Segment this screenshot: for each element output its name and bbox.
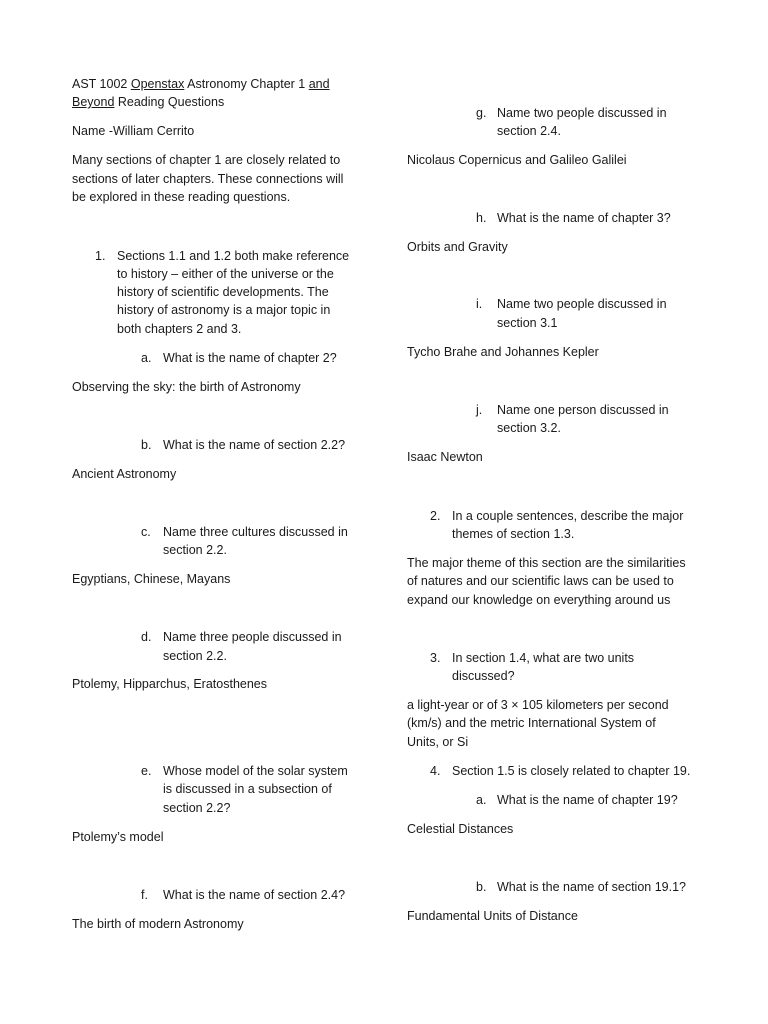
subquestion-1e-text: is discussed in a subsection of: [163, 782, 332, 796]
subquestion-1e-text: Whose model of the solar system: [163, 764, 348, 778]
question-1-line: history of scientific developments. The: [117, 285, 329, 299]
subquestion-1j-text: Name one person discussed in: [497, 403, 669, 417]
answer-4a: Celestial Distances: [407, 822, 514, 836]
answer-1f: The birth of modern Astronomy: [72, 917, 244, 931]
question-2-line: themes of section 1.3.: [452, 527, 575, 541]
subquestion-4a-label: a.: [476, 793, 487, 807]
subquestion-1c-label: c.: [141, 525, 151, 539]
answer-1d: Ptolemy, Hipparchus, Eratosthenes: [72, 677, 268, 691]
question-2-number: 2.: [430, 509, 441, 523]
title-openstax: Openstax: [130, 77, 185, 91]
question-1-line: history of astronomy is a major topic in: [117, 303, 331, 317]
title-and: and: [308, 77, 330, 91]
question-1-line: to history – either of the universe or the: [117, 267, 334, 281]
answer-1b: Ancient Astronomy: [72, 467, 177, 481]
subquestion-1d-label: d.: [141, 630, 152, 644]
subquestion-4b-label: b.: [476, 880, 487, 894]
subquestion-1h-text: What is the name of chapter 3?: [497, 211, 671, 225]
title-part: AST 1002: [72, 77, 131, 91]
question-1-line: Sections 1.1 and 1.2 both make reference: [117, 249, 350, 263]
student-name: Name -William Cerrito: [72, 124, 195, 138]
question-1-number: 1.: [95, 249, 106, 263]
subquestion-1c-text: section 2.2.: [163, 543, 227, 557]
subquestion-1g-text: Name two people discussed in: [497, 106, 667, 120]
title-part: Reading Questions: [114, 95, 225, 109]
subquestion-1i-text: Name two people discussed in: [497, 297, 667, 311]
subquestion-1j-label: j.: [476, 403, 483, 417]
answer-1j: Isaac Newton: [407, 450, 483, 464]
answer-1g: Nicolaus Copernicus and Galileo Galilei: [407, 153, 627, 167]
subquestion-1d-text: section 2.2.: [163, 649, 227, 663]
subquestion-1c-text: Name three cultures discussed in: [163, 525, 348, 539]
subquestion-4b-text: What is the name of section 19.1?: [497, 880, 686, 894]
answer-3-line: Units, or Si: [407, 735, 469, 749]
answer-1i: Tycho Brahe and Johannes Kepler: [407, 345, 599, 359]
subquestion-1f-label: f.: [141, 888, 148, 902]
question-3-number: 3.: [430, 651, 441, 665]
subquestion-1i-label: i.: [476, 297, 483, 311]
document-title: [72, 75, 330, 94]
answer-3-line: a light-year or of 3 × 105 kilometers per second: [407, 698, 669, 712]
question-2-line: In a couple sentences, describe the major: [452, 509, 684, 523]
intro-line: Many sections of chapter 1 are closely related to: [72, 153, 341, 167]
question-3-line: In section 1.4, what are two units: [452, 651, 635, 665]
document-title-line2: [72, 93, 224, 112]
subquestion-1g-label: g.: [476, 106, 487, 120]
subquestion-1b-text: What is the name of section 2.2?: [163, 438, 346, 452]
answer-1a: Observing the sky: the birth of Astronomy: [72, 380, 301, 394]
subquestion-1i-text: section 3.1: [497, 316, 558, 330]
question-1-line: both chapters 2 and 3.: [117, 322, 242, 336]
answer-1h: Orbits and Gravity: [407, 240, 508, 254]
subquestion-1a-label: a.: [141, 351, 152, 365]
question-4-number: 4.: [430, 764, 441, 778]
answer-2-line: of natures and our scientific laws can be used to: [407, 574, 674, 588]
subquestion-1e-label: e.: [141, 764, 152, 778]
subquestion-1a-text: What is the name of chapter 2?: [163, 351, 337, 365]
answer-1c: Egyptians, Chinese, Mayans: [72, 572, 231, 586]
subquestion-1f-text: What is the name of section 2.4?: [163, 888, 346, 902]
answer-4b: Fundamental Units of Distance: [407, 909, 578, 923]
subquestion-1d-text: Name three people discussed in: [163, 630, 342, 644]
answer-3-line: (km/s) and the metric International System of: [407, 716, 656, 730]
question-4-line: Section 1.5 is closely related to chapter 19.: [452, 764, 691, 778]
subquestion-1j-text: section 3.2.: [497, 421, 561, 435]
intro-line: sections of later chapters. These connections will: [72, 172, 344, 186]
subquestion-1g-text: section 2.4.: [497, 124, 561, 138]
subquestion-1b-label: b.: [141, 438, 152, 452]
answer-2-line: The major theme of this section are the similarities: [407, 556, 686, 570]
answer-1e: Ptolemy’s model: [72, 830, 164, 844]
answer-2-line: expand our knowledge on everything around us: [407, 593, 671, 607]
title-beyond: Beyond: [72, 95, 115, 109]
subquestion-4a-text: What is the name of chapter 19?: [497, 793, 678, 807]
question-3-line: discussed?: [452, 669, 515, 683]
intro-line: be explored in these reading questions.: [72, 190, 291, 204]
subquestion-1h-label: h.: [476, 211, 487, 225]
title-part: Astronomy Chapter 1: [184, 77, 309, 91]
subquestion-1e-text: section 2.2?: [163, 801, 231, 815]
